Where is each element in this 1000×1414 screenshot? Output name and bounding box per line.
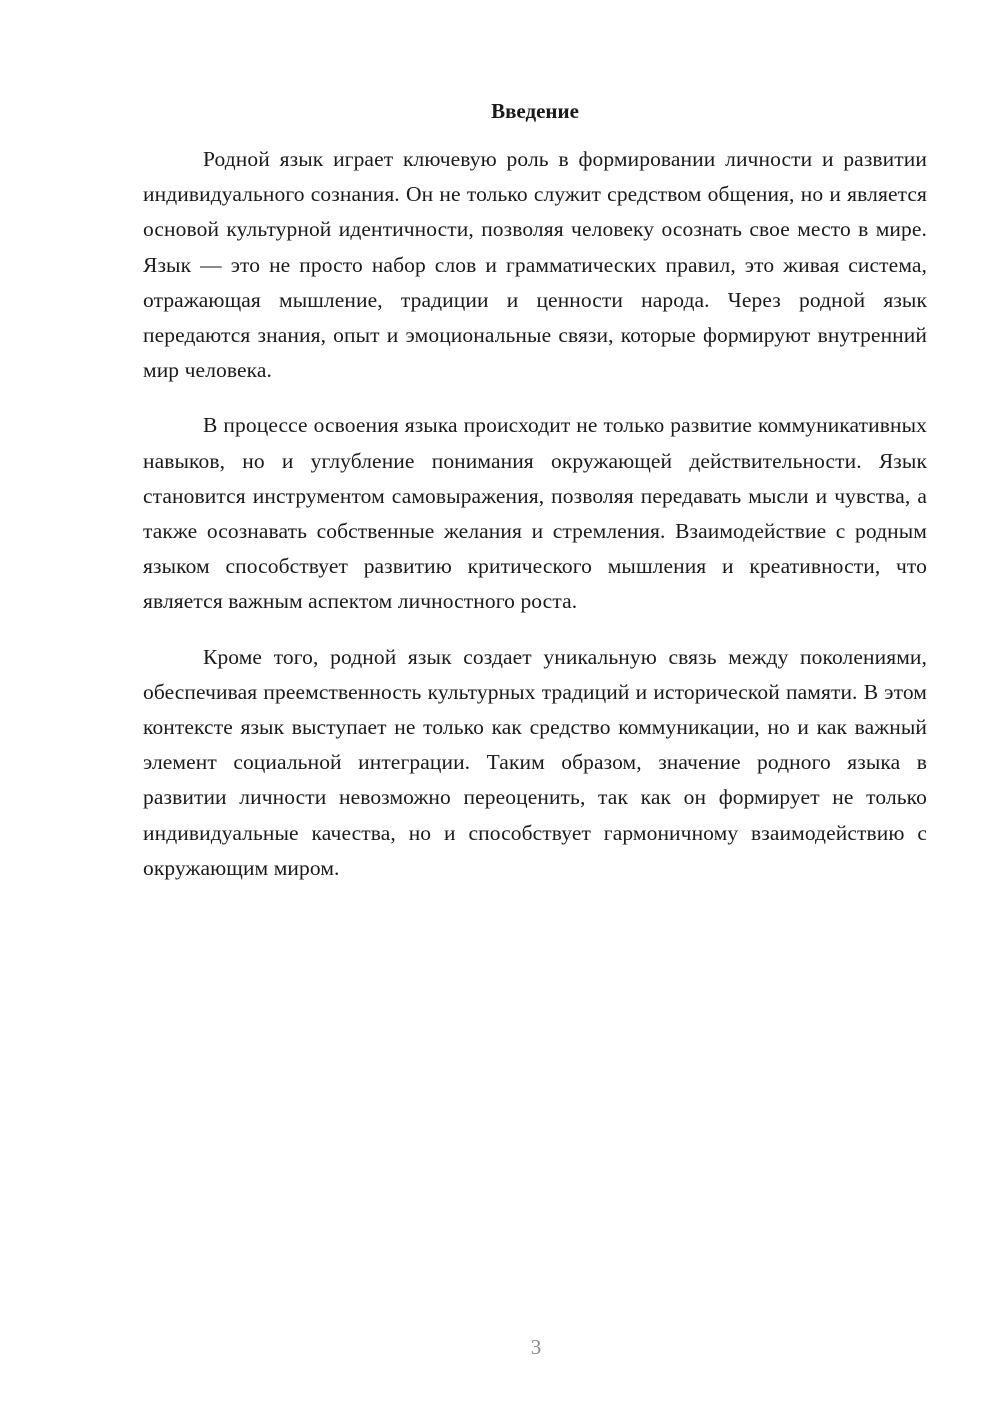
page-number: 3: [530, 1335, 542, 1359]
paragraph-2: В процессе освоения языка происходит не только развитие коммуникативных навыков, но и углубление понимания окружающей действительности. Язык становится инструментом самовыражения, позволяя передавать мысли и чувства, а также осознавать собственные желания и стремления. Взаимодействие с родным языком способствует развитию критического мышления и креативности, что является важным аспектом личностного роста.: [143, 413, 927, 614]
section-heading: Введение: [491, 99, 579, 123]
paragraph-3: Кроме того, родной язык создает уникальную связь между поколениями, обеспечивая преемственность культурных традиций и исторической памяти. В этом контексте язык выступает не только как средство коммуникации, но и как важный элемент социальной интеграции. Таким образом, значение родного языка в развитии личности невозможно переоценить, так как он формирует не только индивидуальные качества, но и способствует гармоничному взаимодействию с окружающим миром.: [143, 644, 927, 880]
body-text: [143, 142, 927, 906]
paragraph-1: Родной язык играет ключевую роль в формировании личности и развитии индивидуального сознания. Он не только служит средством общения, но и является основой культурной идентичности, позволяя человеку осознать свое место в мире. Язык — это не просто набор слов и грамматических правил, это живая система, отражающая мышление, традиции и ценности народа. Через родной язык передаются знания, опыт и эмоциональные связи, которые формируют внутренний мир человека.: [143, 147, 927, 383]
